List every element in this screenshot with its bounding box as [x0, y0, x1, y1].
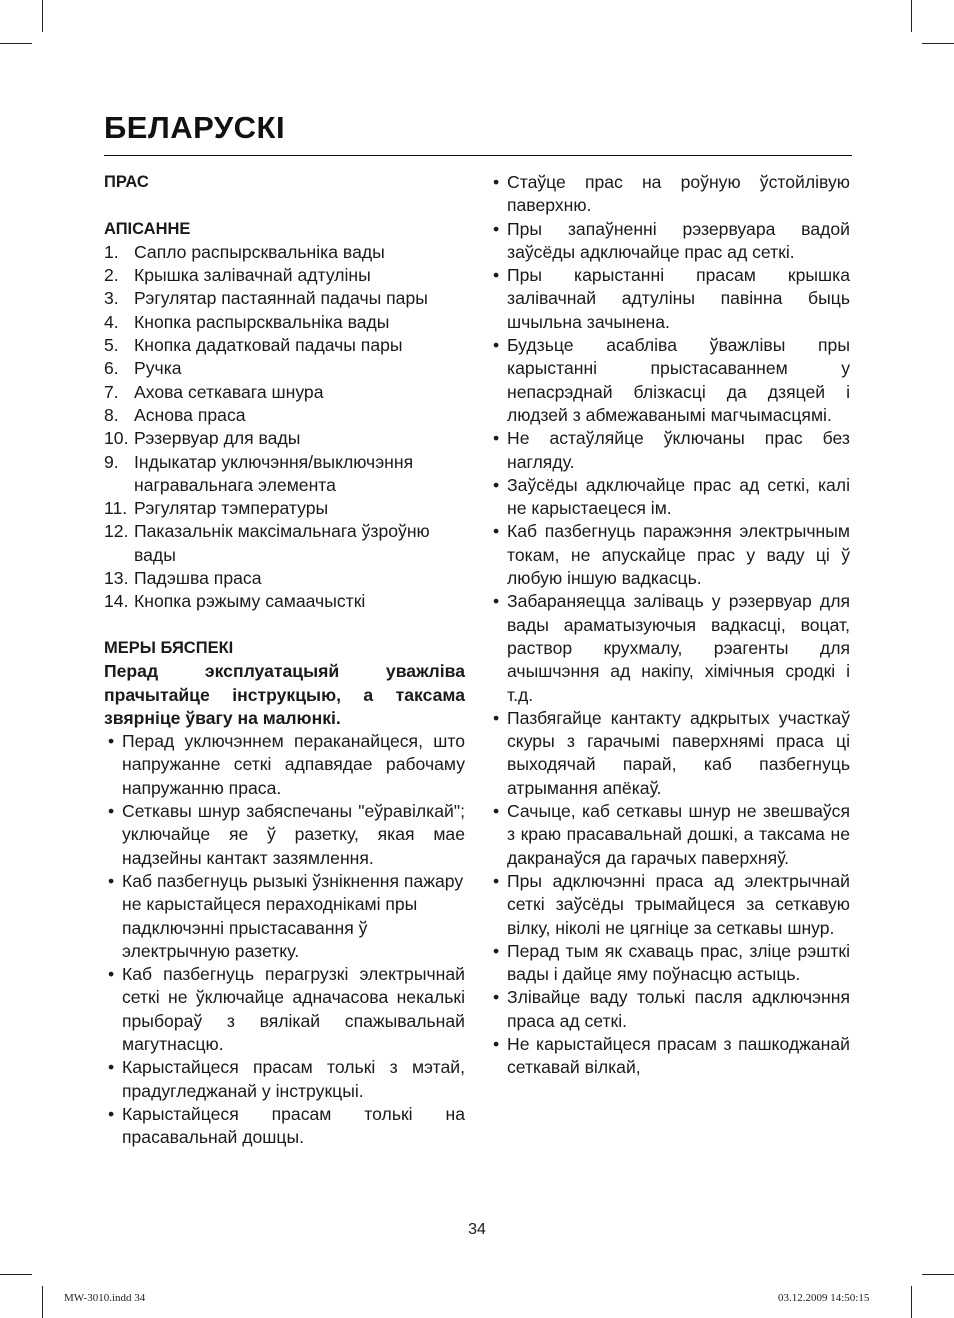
right-column: [489, 171, 850, 1080]
bullet-text: Заўсёды адключайце прас ад сеткі, калі не карыстаецеся ім.: [507, 474, 850, 519]
left-safety-list: [104, 730, 465, 1149]
bullet-icon: •: [493, 428, 500, 449]
parts-list: [104, 241, 465, 614]
item-number: 13.: [104, 568, 129, 589]
bullet-text: Каб пазбегнуць паражэння электрычным токам, не апускайце прас у ваду ці ў любую іншую вадкасць.: [507, 521, 850, 589]
item-text: Індыкатар уключэння/выключэння награвальнага элемента: [134, 451, 414, 495]
bullet-text: Сеткавы шнур забяспечаны "еўравілкай"; уключайце яе ў разетку, якая мае надзейны кантакт зазямлення.: [122, 801, 465, 868]
bullet-icon: •: [493, 870, 500, 891]
item-number: 3.: [104, 288, 119, 309]
parts-list-item: [104, 567, 465, 590]
safety-list-item: [489, 707, 850, 800]
bullet-icon: •: [108, 731, 115, 752]
parts-list-item: [104, 311, 465, 334]
crop-mark: [922, 1274, 954, 1275]
crop-mark: [911, 0, 912, 32]
crop-mark: [911, 1286, 912, 1318]
bullet-text: Злівайце ваду толькі пасля адключэння праса ад сеткі.: [507, 987, 850, 1031]
crop-mark: [0, 1274, 32, 1275]
bullet-text: Каб пазбегнуць перагрузкі электрычнай сеткі не ўключайце адначасова некалькі прыбораў з вялікай спажывальнай магутнасцю.: [122, 964, 465, 1054]
crop-mark: [42, 1286, 43, 1318]
bullet-icon: •: [108, 870, 115, 891]
item-text: Кнопка дадатковай падачы пары: [134, 335, 403, 356]
bullet-icon: •: [108, 801, 115, 822]
bullet-icon: •: [493, 335, 500, 356]
page-number: 34: [468, 1221, 486, 1238]
item-number: 5.: [104, 335, 119, 356]
safety-list-item: [104, 870, 465, 963]
bullet-icon: •: [493, 265, 500, 286]
description-heading: АПІСАННЕ: [104, 219, 191, 238]
left-column: [104, 171, 465, 1149]
footer-file-info: MW-3010.indd 34: [64, 1292, 146, 1304]
bullet-text: Карыстайцеся прасам толькі з мэтай, прадугледжанай у інструкцыі.: [122, 1057, 465, 1101]
safety-list-item: [489, 474, 850, 521]
item-number: 11.: [104, 498, 128, 519]
parts-list-item: [104, 497, 465, 520]
safety-list-item: [489, 334, 850, 427]
right-safety-list: [489, 171, 850, 1080]
bullet-icon: •: [493, 591, 500, 612]
parts-list-item: [104, 520, 465, 567]
safety-list-item: [104, 800, 465, 870]
bullet-icon: •: [493, 521, 500, 542]
parts-list-item: [104, 264, 465, 287]
bullet-icon: •: [108, 1057, 115, 1078]
safety-list-item: [489, 171, 850, 218]
item-number: 6.: [104, 358, 119, 379]
item-text: Рэгулятар пастаяннай падачы пары: [134, 288, 428, 309]
item-text: Паказальнік максімальнага ўзроўню вады: [134, 521, 430, 565]
item-text: Кнопка рэжыму самаачысткі: [134, 591, 366, 612]
bullet-icon: •: [493, 707, 500, 728]
bullet-icon: •: [493, 1033, 500, 1054]
bullet-text: Карыстайцеся прасам толькі на прасавальнай дошцы.: [122, 1103, 465, 1148]
parts-list-item: [104, 334, 465, 357]
bullet-text: Пры запаўненні рэзервуара вадой заўсёды адключайце прас ад сеткі.: [507, 218, 850, 262]
item-text: Падэшва праса: [134, 568, 262, 589]
bullet-icon: •: [493, 801, 500, 822]
item-number: 7.: [104, 381, 119, 402]
parts-list-item: [104, 381, 465, 404]
safety-list-item: [489, 940, 850, 987]
parts-list-item: [104, 590, 465, 613]
item-number: 1.: [104, 241, 119, 262]
parts-list-item: [104, 287, 465, 310]
bullet-icon: •: [493, 218, 500, 239]
spacer: [104, 614, 465, 637]
safety-list-item: [104, 963, 465, 1056]
spacer: [104, 194, 465, 217]
item-text: Рэзервуар для вады: [134, 428, 301, 449]
bullet-text: Пры адключэнні праса ад электрычнай сеткі заўсёды трымайцеся за сеткавую вілку, ніколі не цягніце за сеткавы шнур.: [507, 870, 850, 938]
safety-list-item: [104, 730, 465, 800]
item-number: 14.: [104, 591, 129, 612]
safety-list-item: [489, 986, 850, 1033]
safety-list-item: [489, 264, 850, 334]
crop-mark: [922, 43, 954, 44]
safety-heading: МЕРЫ БЯСПЕКІ: [104, 638, 234, 657]
item-number: 4.: [104, 311, 119, 332]
bullet-icon: •: [493, 172, 500, 192]
item-text: Аснова праса: [134, 404, 246, 425]
safety-warning: Перад эксплуатацыяй уважліва прачытайце інструкцыю, а таксама звярніце ўвагу на малюнкі.: [104, 661, 465, 728]
bullet-icon: •: [108, 964, 115, 985]
bullet-text: Пазбягайце кантакту адкрытых участкаў скуры з гарачымі паверхнямі праса ці выходячай парай, каб пазбегнуць атрымання апёкаў.: [507, 707, 850, 798]
safety-list-item: [489, 520, 850, 590]
item-number: 12.: [104, 521, 129, 542]
safety-list-item: [489, 1033, 850, 1080]
parts-list-item: [104, 427, 465, 450]
bullet-text: Пры карыстанні прасам крышка залівачнай адтуліны павінна быць шчыльна зачынена.: [507, 265, 850, 332]
bullet-icon: •: [108, 1103, 115, 1124]
bullet-text: Не карыстайцеся прасам з пашкоджанай сеткавай вілкай,: [507, 1033, 850, 1078]
item-text: Рэгулятар тэмпературы: [134, 498, 329, 519]
safety-list-item: [104, 1103, 465, 1150]
item-text: Кнопка распырсквальніка вады: [134, 311, 390, 332]
safety-list-item: [489, 870, 850, 940]
bullet-text: Каб пазбегнуць рызыкі ўзнікнення пажару не карыстайцеся пераходнікамі пры падключэнні прыстасавання ў электрычную разетку.: [122, 870, 464, 961]
product-heading: ПРАС: [104, 173, 149, 191]
safety-list-item: [104, 1056, 465, 1103]
title-rule: [104, 155, 852, 156]
safety-list-item: [489, 218, 850, 265]
item-text: Ахова сеткавага шнура: [134, 381, 324, 402]
parts-list-item: [104, 404, 465, 427]
crop-mark: [42, 0, 43, 32]
bullet-icon: •: [493, 987, 500, 1008]
parts-list-item: [104, 241, 465, 264]
safety-list-item: [489, 590, 850, 706]
safety-list-item: [489, 800, 850, 870]
item-text: Сапло распырсквальніка вады: [134, 241, 385, 262]
crop-mark: [0, 43, 32, 44]
bullet-text: Перад тым як схаваць прас, зліце рэшткі вады і дайце яму поўнасцю астыць.: [507, 940, 850, 985]
bullet-text: Перад уключэннем пераканайцеся, што напружанне сеткі адпавядае рабочаму напружанню праса.: [122, 731, 465, 798]
bullet-text: Не астаўляйце ўключаны прас без нагляду.: [507, 428, 850, 472]
parts-list-item: [104, 451, 465, 498]
item-number: 2.: [104, 265, 119, 286]
page-title: БЕЛАРУСКІ: [104, 110, 286, 145]
parts-list-item: [104, 357, 465, 380]
item-number: 9.: [104, 451, 119, 472]
bullet-text: Сачыце, каб сеткавы шнур не звешваўся з краю прасавальнай дошкі, а таксама не дакранаўся да гарачых паверхняў.: [507, 801, 850, 868]
bullet-text: Стаўце прас на роўную ўстойлівую паверхню.: [507, 172, 850, 216]
footer-timestamp: 03.12.2009 14:50:15: [778, 1292, 870, 1304]
safety-list-item: [489, 427, 850, 474]
item-number: 10.: [104, 428, 129, 449]
item-number: 8.: [104, 404, 119, 425]
bullet-text: Забараняецца заліваць у рэзервуар для вады араматызуючыя вадкасці, воцат, раствор крухмалу, рэагенты для ачышчэння ад накіпу, хімічныя сродкі і т.д.: [507, 591, 850, 705]
item-text: Ручка: [134, 358, 182, 379]
bullet-icon: •: [493, 940, 500, 961]
bullet-icon: •: [493, 474, 500, 495]
bullet-text: Будзьце асабліва ўважлівы пры карыстанні прыстасаваннем у непасрэднай блізкасці да дзяцей і людзей з абмежаванымі магчымасцямі.: [507, 335, 850, 425]
item-text: Крышка залівачнай адтуліны: [134, 265, 371, 286]
